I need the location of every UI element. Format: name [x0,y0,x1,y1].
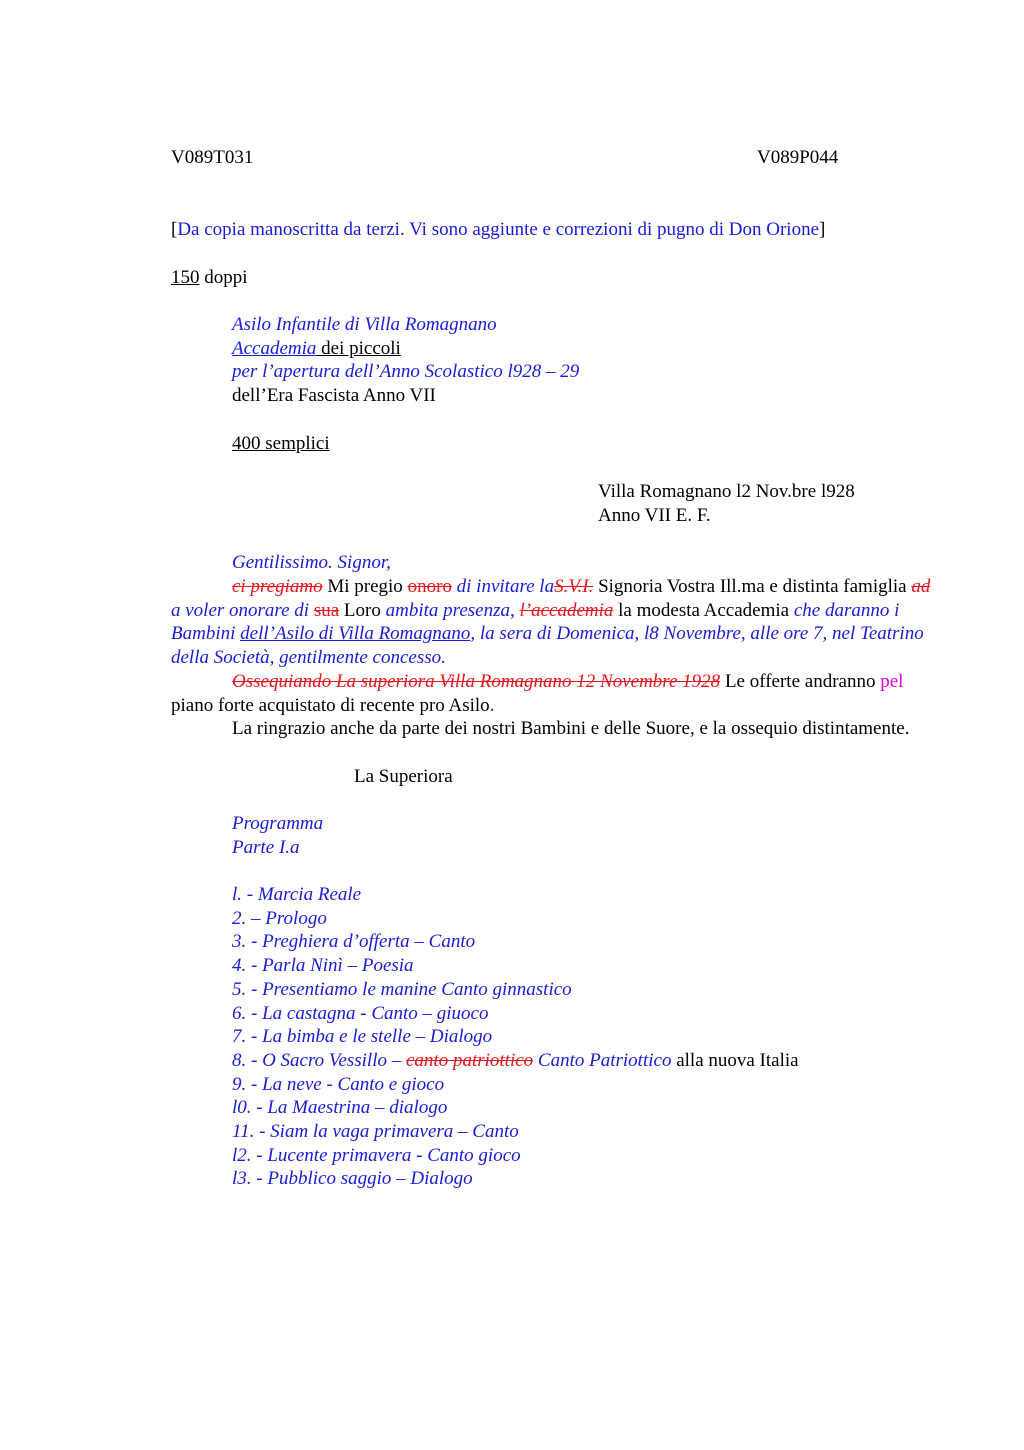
list-item [232,1049,799,1073]
body-text: Signoria Vostra Ill.ma e distinta famiglia [593,576,912,597]
list-item-text: 8. - O Sacro Vessillo – [232,1049,406,1071]
letter-body [171,575,931,741]
deleted-text: ci pregiamo [232,576,323,597]
programme-title: Programma [232,813,324,834]
added-text: ambita presenza, [385,599,520,621]
deleted-text: ad [911,576,931,597]
list-item: 11. - Siam la vaga primavera – Canto [232,1121,519,1143]
heading-line-4: dell’Era Fascista Anno VII [232,385,436,407]
programme-heading [232,812,323,859]
added-text: di invitare la [451,576,555,597]
editorial-note [171,218,825,242]
header-right-code: V089P044 [757,147,839,168]
heading-block [232,313,579,408]
heading-line-2 [232,337,579,361]
added-text: a voler onorare di [171,599,314,621]
note-open-bracket: [ [171,219,178,240]
list-item-text: alla nuova Italia [671,1049,799,1071]
list-item: 2. – Prologo [232,907,327,929]
heading-academy-rest: dei piccoli [316,337,401,359]
body-text: Le offerte andranno [720,670,881,692]
list-item: 3. - Preghiera d’offerta – Canto [232,931,476,953]
heading-line-3: per l’apertura dell’Anno Scolastico l928 – 29 [232,361,580,383]
deleted-text: S.V.I. [554,576,594,597]
added-text: . [489,694,495,716]
heading-academy-word: Accademia [232,337,317,359]
list-item: l2. - Lucente primavera - Canto gioco [232,1144,521,1166]
heading-line-1: Asilo Infantile di Villa Romagnano [232,314,497,335]
place-date [598,480,855,527]
copies-double-number: 150 [171,267,200,288]
place-date-line-1: Villa Romagnano l2 Nov.bre l928 [598,481,855,502]
deleted-text: onoro [407,576,452,597]
deleted-text: canto patriottico [405,1049,534,1071]
list-item: 6. - La castagna - Canto – giuoco [232,1002,489,1024]
greeting: Gentilissimo. Signor, [232,552,391,573]
added-text-underlined: dell’Asilo di Villa Romagnano [240,623,471,645]
note-text: Da copia manoscritta da terzi. Vi sono aggiunte e correzioni di pugno di Don Orione [177,219,820,240]
added-text: , la sera di Domenica, l8 Novembre, alle ore 7, nel Teatrino della Società, gentilmente concesso. [171,623,924,669]
body-paragraph-1 [171,575,931,670]
signature: La Superiora [354,766,453,787]
deleted-text: l’accademia [519,599,614,621]
body-text: Mi pregio [322,576,408,597]
body-text: la modesta Accademia [613,599,794,621]
place-date-line-2: Anno VII E. F. [598,504,711,526]
list-item: l. - Marcia Reale [232,884,362,905]
added-text: Canto Patriottico [533,1049,672,1071]
list-item: 7. - La bimba e le stelle – Dialogo [232,1026,493,1048]
body-paragraph-2 [171,670,931,717]
body-text: piano forte acquistato di recente pro Asilo [171,694,490,716]
list-item: 5. - Presentiamo le manine Canto ginnastico [232,978,572,1000]
magenta-text: pel [880,670,904,692]
note-close-bracket: ] [819,219,826,240]
programme-list [232,883,799,1191]
body-text: Loro [339,599,386,621]
deleted-text: Ossequiando La superiora Villa Romagnano 12 Novembre 1928 [232,670,721,692]
copies-simple: 400 semplici [232,433,330,454]
list-item: 4. - Parla Ninì – Poesia [232,955,414,977]
header-left-code: V089T031 [171,147,254,168]
list-item: 9. - La neve - Canto e gioco [232,1073,445,1095]
added-text: che daranno i Bambini [171,599,900,645]
deleted-text: sua [313,599,340,621]
copies-double-label: doppi [199,267,248,288]
programme-part: Parte I.a [232,836,300,858]
body-paragraph-3: La ringrazio anche da parte dei nostri Bambini e delle Suore, e la ossequio distintamente. [232,718,910,740]
copies-double [171,266,248,290]
list-item: l0. - La Maestrina – dialogo [232,1097,448,1119]
list-item: l3. - Pubblico saggio – Dialogo [232,1168,473,1190]
